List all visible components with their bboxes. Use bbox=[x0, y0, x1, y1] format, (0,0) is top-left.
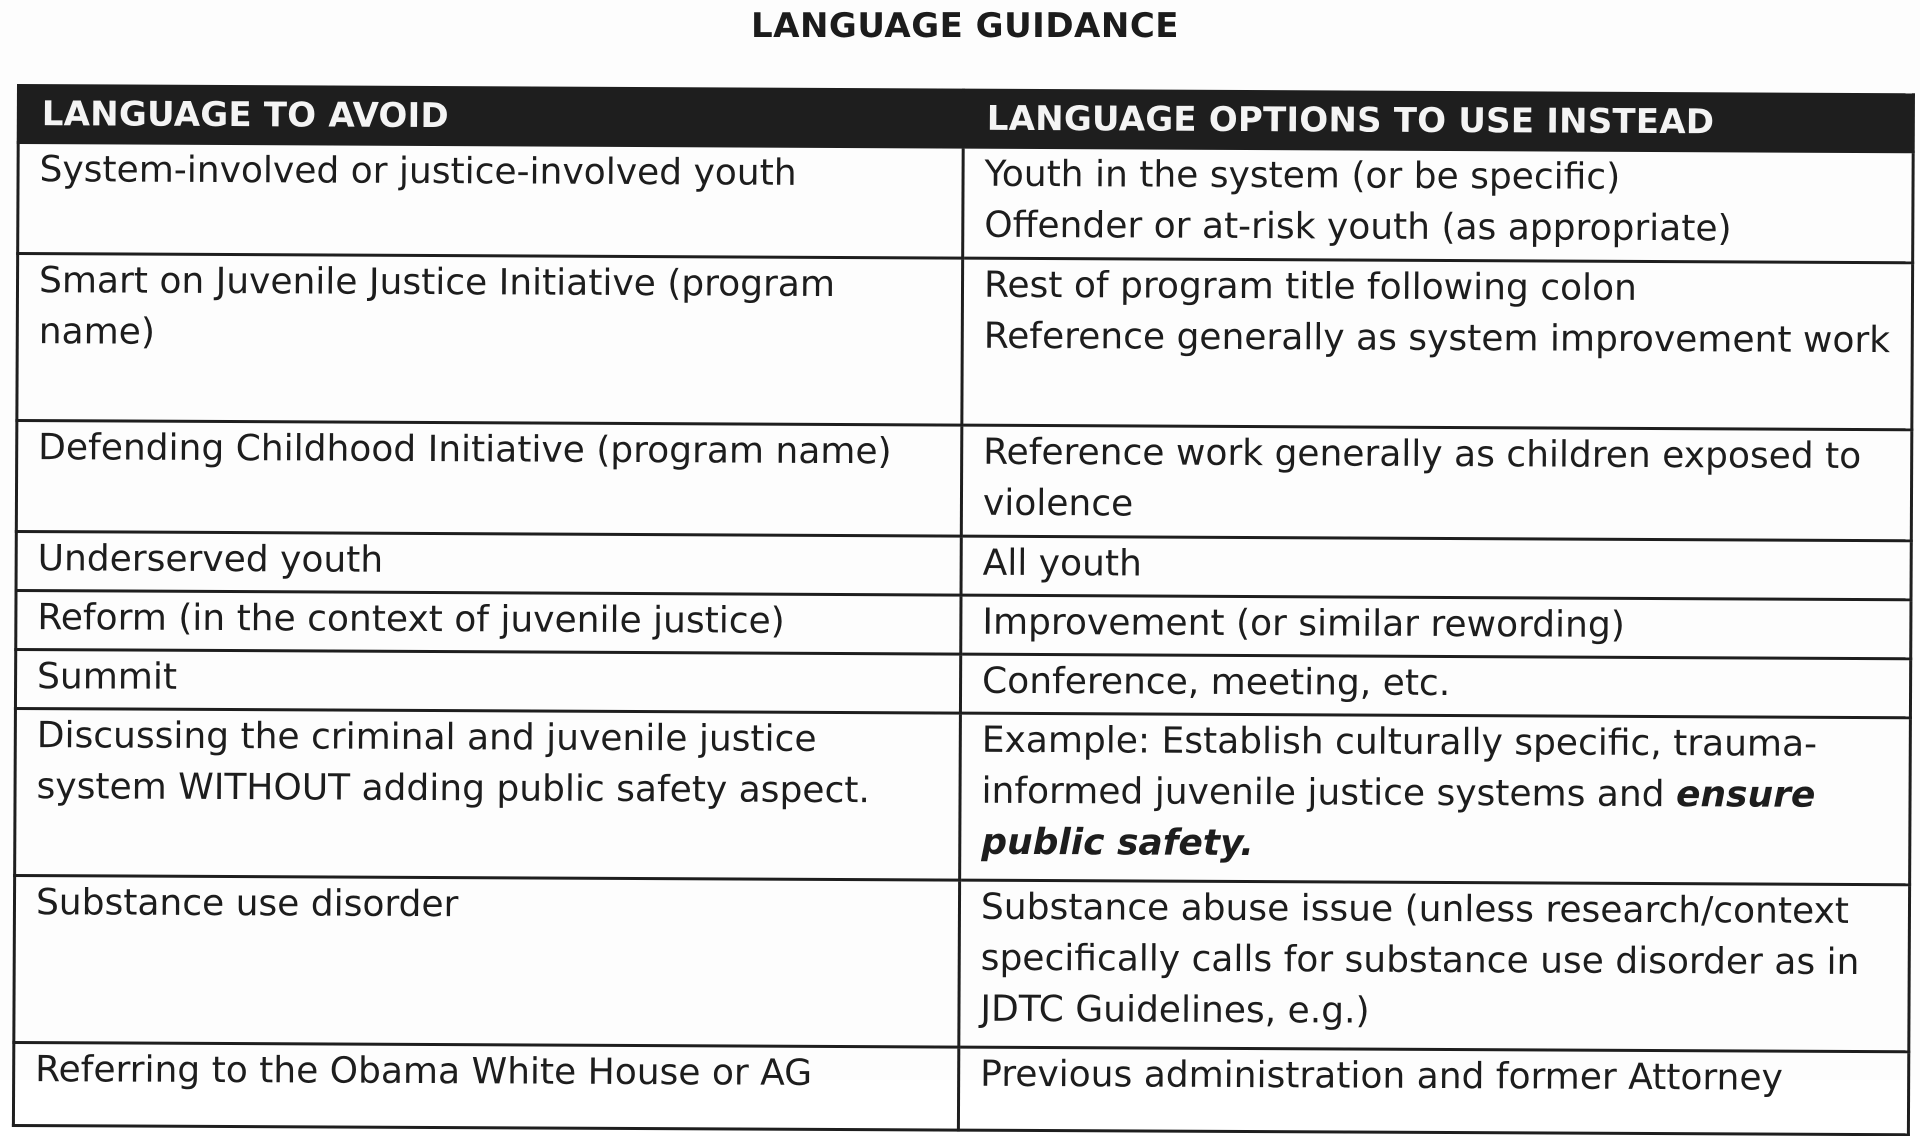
instead-line: Offender or at-risk youth (as appropriate) bbox=[984, 204, 1732, 250]
table-row bbox=[15, 708, 1911, 884]
avoid-cell: Defending Childhood Initiative (program name) bbox=[16, 421, 962, 537]
instead-cell bbox=[960, 713, 1911, 885]
instead-cell bbox=[962, 258, 1913, 430]
avoid-cell: Smart on Juvenile Justice Initiative (program name) bbox=[17, 254, 963, 426]
table-row bbox=[18, 143, 1914, 263]
instead-line: Improvement (or similar rewording) bbox=[982, 601, 1625, 646]
instead-line: Youth in the system (or be specific) bbox=[984, 153, 1621, 198]
avoid-cell: Discussing the criminal and juvenile justice system WITHOUT adding public safety aspect. bbox=[15, 708, 961, 880]
avoid-cell: Summit bbox=[15, 650, 960, 714]
table-row bbox=[17, 254, 1913, 430]
table-row bbox=[15, 650, 1910, 718]
instead-line: Substance abuse issue (unless research/context specifically calls for substance use disorder as in JDTC Guidelines, e.g.) bbox=[980, 886, 1860, 1032]
instead-line: Reference work generally as children exposed to violence bbox=[982, 431, 1862, 525]
instead-cell bbox=[963, 147, 1914, 263]
instead-line: Rest of program title following colon bbox=[983, 264, 1638, 309]
avoid-cell: Underserved youth bbox=[16, 532, 961, 596]
instead-cell bbox=[961, 595, 1911, 659]
table-row bbox=[16, 591, 1911, 659]
instead-cell bbox=[961, 425, 1912, 541]
instead-cell bbox=[960, 654, 1910, 718]
language-guidance-table bbox=[12, 84, 1915, 1136]
instead-cell bbox=[961, 536, 1911, 600]
instead-cell bbox=[959, 880, 1910, 1052]
table-row bbox=[13, 1042, 1908, 1134]
instead-line: All youth bbox=[982, 542, 1142, 585]
avoid-cell: Referring to the Obama White House or AG bbox=[13, 1042, 958, 1130]
instead-emphasis-text: ensure public safety. bbox=[981, 774, 1816, 865]
instead-line: Reference generally as system improvement work bbox=[983, 315, 1891, 362]
table-row bbox=[16, 532, 1911, 600]
instead-line: Previous administration and former Attorney bbox=[980, 1053, 1783, 1099]
instead-line: Conference, meeting, etc. bbox=[981, 660, 1451, 705]
table-row bbox=[16, 421, 1912, 541]
instead-text: Example: Establish culturally specific, trauma-informed juvenile justice systems and bbox=[981, 719, 1818, 816]
instead-cell bbox=[958, 1047, 1908, 1135]
header-language-to-avoid: LANGUAGE TO AVOID bbox=[18, 86, 963, 148]
table-row bbox=[14, 875, 1910, 1051]
header-language-to-use-instead: LANGUAGE OPTIONS TO USE INSTEAD bbox=[963, 90, 1913, 152]
avoid-cell: Substance use disorder bbox=[14, 875, 960, 1047]
document-title: LANGUAGE GUIDANCE bbox=[750, 6, 1180, 46]
avoid-cell: System-involved or justice-involved youth bbox=[18, 143, 964, 259]
avoid-cell: Reform (in the context of juvenile justice) bbox=[16, 591, 961, 655]
table-header-row bbox=[18, 86, 1913, 152]
